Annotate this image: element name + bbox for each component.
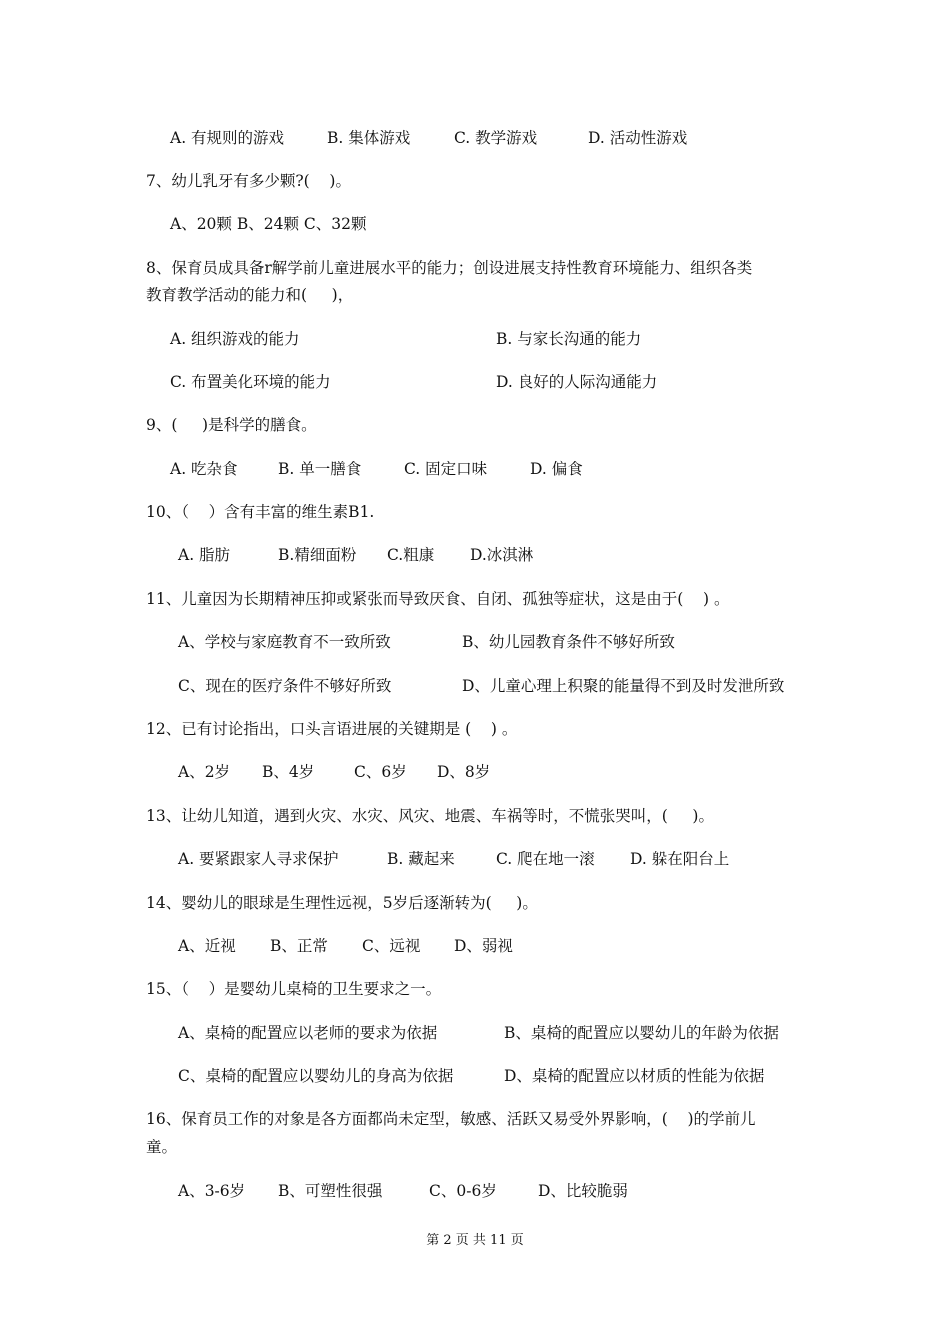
q16-option-a: A、3-6岁 xyxy=(178,1182,246,1200)
q9-option-a: A. 吃杂食 xyxy=(170,460,238,478)
q14-option-c: C、远视 xyxy=(362,937,421,955)
q7-stem: 7、幼儿乳牙有多少颗?( )。 xyxy=(146,172,351,190)
q13-option-d: D. 躲在阳台上 xyxy=(630,850,730,868)
q6-option-a: A. 有规则的游戏 xyxy=(170,129,285,147)
q15-stem: 15、（ ）是婴幼儿桌椅的卫生要求之一。 xyxy=(146,980,442,998)
q15-option-c: C、桌椅的配置应以婴幼儿的身高为依据 xyxy=(178,1067,454,1085)
q11-option-a: A、学校与家庭教育不一致所致 xyxy=(178,633,391,651)
q10-option-a: A. 脂肪 xyxy=(178,546,231,564)
q16-option-d: D、比较脆弱 xyxy=(538,1182,628,1200)
q12-option-c: C、6岁 xyxy=(354,763,407,781)
q15-option-b: B、桌椅的配置应以婴幼儿的年龄为依据 xyxy=(504,1024,779,1042)
q16-option-c: C、0-6岁 xyxy=(429,1182,497,1200)
q6-option-c: C. 教学游戏 xyxy=(454,129,538,147)
q6-option-d: D. 活动性游戏 xyxy=(588,129,688,147)
q11-stem: 11、儿童因为长期精神压抑或紧张而导致厌食、自闭、孤独等症状，这是由于( ) 。 xyxy=(146,590,730,608)
q13-option-c: C. 爬在地一滚 xyxy=(496,850,595,868)
q12-stem: 12、已有讨论指出，口头言语进展的关键期是 ( ) 。 xyxy=(146,720,518,738)
q8-stem-line1: 8、保育员成具备r解学前儿童进展水平的能力；创设进展支持性教育环境能力、组织各类 xyxy=(146,259,753,277)
q10-stem: 10、（ ）含有丰富的维生素B1. xyxy=(146,503,375,521)
q13-option-a: A. 要紧跟家人寻求保护 xyxy=(178,850,339,868)
q12-option-d: D、8岁 xyxy=(437,763,491,781)
q9-option-b: B. 单一膳食 xyxy=(278,460,362,478)
q14-option-b: B、正常 xyxy=(270,937,328,955)
q13-stem: 13、让幼儿知道，遇到火灾、水灾、风灾、地震、车祸等时，不慌张哭叫，( )。 xyxy=(146,807,714,825)
q10-option-c: C.粗康 xyxy=(387,546,435,564)
q15-option-d: D、桌椅的配置应以材质的性能为依据 xyxy=(504,1067,765,1085)
q8-option-a: A. 组织游戏的能力 xyxy=(170,330,300,348)
q16-option-b: B、可塑性很强 xyxy=(278,1182,383,1200)
q10-option-d: D.冰淇淋 xyxy=(470,546,534,564)
q14-option-a: A、近视 xyxy=(178,937,236,955)
q8-option-d: D. 良好的人际沟通能力 xyxy=(496,373,658,391)
q12-option-b: B、4岁 xyxy=(262,763,315,781)
q14-option-d: D、弱视 xyxy=(454,937,513,955)
q9-option-c: C. 固定口味 xyxy=(404,460,488,478)
q6-option-b: B. 集体游戏 xyxy=(327,129,411,147)
q10-option-b: B.精细面粉 xyxy=(278,546,357,564)
q11-option-b: B、幼儿园教育条件不够好所致 xyxy=(462,633,675,651)
q15-option-a: A、桌椅的配置应以老师的要求为依据 xyxy=(178,1024,438,1042)
q11-option-c: C、现在的医疗条件不够好所致 xyxy=(178,677,392,695)
q9-option-d: D. 偏食 xyxy=(530,460,583,478)
q12-option-a: A、2岁 xyxy=(178,763,231,781)
page-footer: 第 2 页 共 11 页 xyxy=(426,1233,524,1248)
q16-stem-line2: 童。 xyxy=(146,1138,178,1156)
q7-options: A、20颗 B、24颗 C、32颗 xyxy=(170,215,367,233)
q8-stem-line2: 教育教学活动的能力和( )， xyxy=(146,286,354,304)
q8-option-c: C. 布置美化环境的能力 xyxy=(170,373,331,391)
q16-stem-line1: 16、保育员工作的对象是各方面都尚未定型，敏感、活跃又易受外界影响，( )的学前儿 xyxy=(146,1110,756,1128)
q11-option-d: D、儿童心理上积聚的能量得不到及时发泄所致 xyxy=(462,677,785,695)
q8-option-b: B. 与家长沟通的能力 xyxy=(496,330,642,348)
q9-stem: 9、( )是科学的膳食。 xyxy=(146,416,317,434)
q14-stem: 14、婴幼儿的眼球是生理性远视，5岁后逐渐转为( )。 xyxy=(146,894,538,912)
q13-option-b: B. 藏起来 xyxy=(387,850,455,868)
